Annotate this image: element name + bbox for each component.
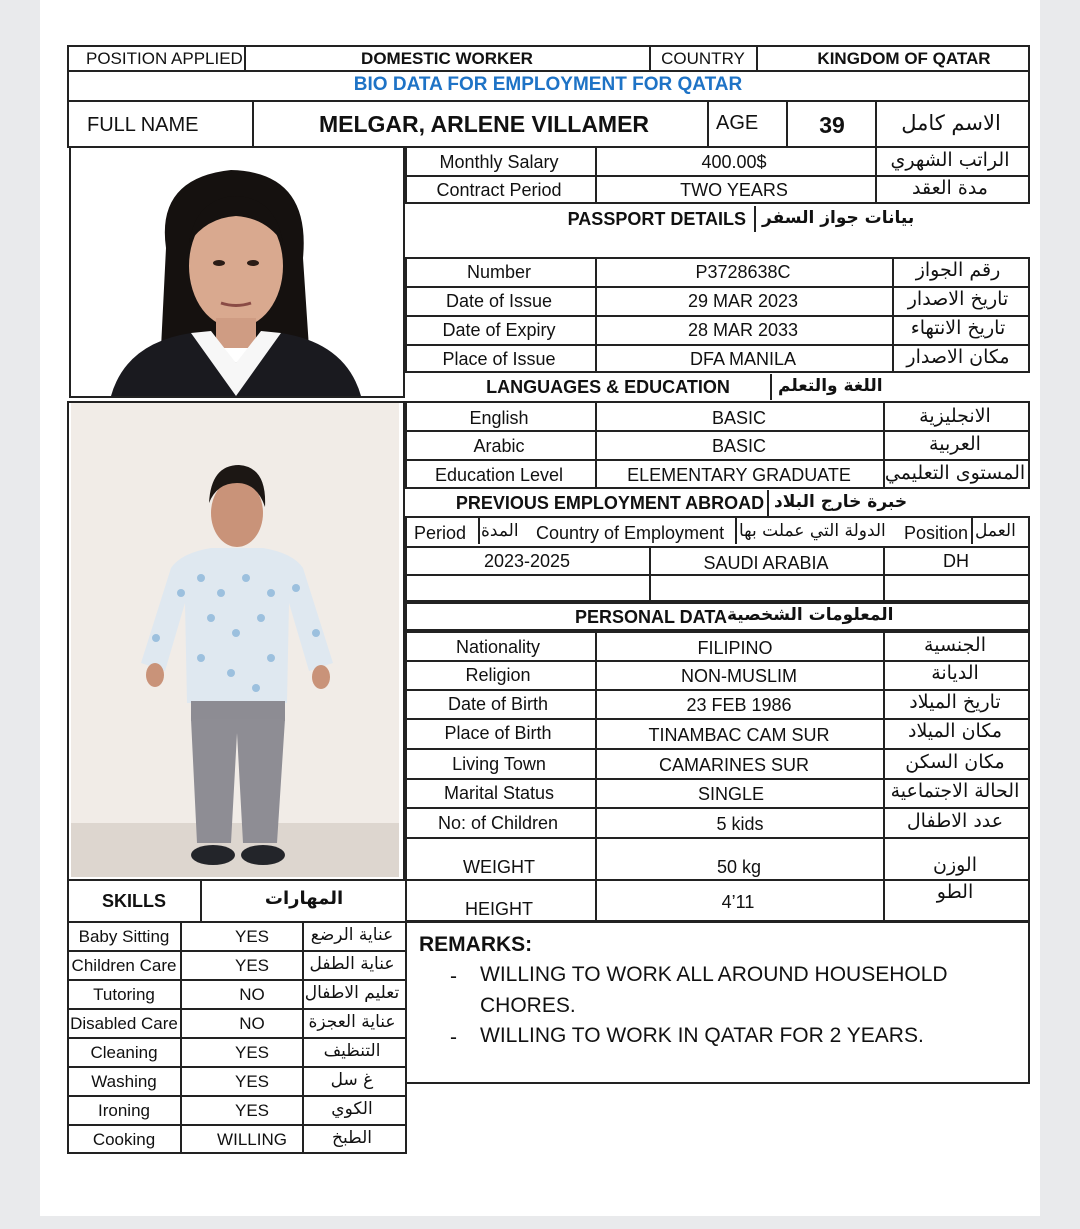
religion-label-ar: الديانة: [931, 662, 979, 684]
divider: [767, 490, 769, 516]
arabic-label-ar: العربية: [929, 433, 981, 455]
personal-heading: PERSONAL DATA: [575, 607, 728, 627]
divider: [595, 631, 597, 922]
remark-bullet: -: [450, 965, 457, 988]
divider: [67, 1008, 407, 1010]
skill-name: Baby Sitting: [78, 927, 170, 946]
divider: [875, 100, 877, 148]
divider: [302, 921, 304, 1154]
weight-value: 50 kg: [716, 857, 762, 877]
education-label-ar: المستوى التعليمي: [884, 462, 1026, 484]
arabic-label: Arabic: [473, 436, 525, 456]
passport-number-label-ar: رقم الجواز: [915, 259, 1001, 281]
dob-label-ar: تاريخ الميلاد: [909, 691, 1001, 713]
divider: [405, 574, 1030, 576]
full-name-value: MELGAR, ARLENE VILLAMER: [318, 111, 650, 137]
height-label: HEIGHT: [464, 899, 534, 919]
employment-heading: PREVIOUS EMPLOYMENT ABROAD: [455, 493, 765, 513]
skill-name-ar: عناية الطفل: [309, 954, 395, 974]
divider: [707, 100, 709, 148]
monthly-salary-label: Monthly Salary: [439, 152, 559, 172]
divider: [883, 631, 885, 922]
divider: [786, 100, 788, 148]
remark-1-line-2: CHORES.: [480, 994, 576, 1017]
divider: [200, 879, 202, 923]
birthplace-value: TINAMBAC CAM SUR: [648, 725, 830, 745]
skill-name-ar: الطبخ: [332, 1128, 372, 1148]
weight-label-ar: الوزن: [932, 854, 978, 876]
languages-heading-ar: اللغة والتعلم: [778, 376, 883, 396]
employment-position-value: DH: [943, 551, 969, 571]
skill-value: NO: [239, 985, 265, 1004]
living-town-label-ar: مكان السكن: [905, 751, 1005, 773]
birthplace-label-ar: مكان الميلاد: [907, 720, 1003, 742]
divider: [67, 950, 407, 952]
divider: [595, 146, 597, 204]
divider: [649, 45, 651, 71]
skill-name: Cooking: [92, 1130, 156, 1149]
english-value: BASIC: [711, 408, 767, 428]
languages-heading: LANGUAGES & EDUCATION: [486, 377, 730, 397]
children-label-ar: عدد الاطفال: [906, 810, 1004, 832]
education-value: ELEMENTARY GRADUATE: [627, 465, 851, 485]
full-name-label: FULL NAME: [87, 114, 199, 136]
divider: [405, 430, 1030, 432]
issue-date-label-ar: تاريخ الاصدار: [907, 288, 1009, 310]
monthly-salary-value: 400.00$: [701, 152, 767, 172]
period-header: Period: [414, 523, 467, 543]
skill-name-ar: الكوي: [331, 1099, 373, 1119]
height-label-ar: الطو: [936, 881, 974, 903]
remark-2-line-1: WILLING TO WORK IN QATAR FOR 2 YEARS.: [480, 1024, 924, 1047]
remark-bullet: -: [450, 1026, 457, 1049]
marital-status-label-ar: الحالة الاجتماعية: [890, 780, 1020, 802]
skill-name: Ironing: [98, 1101, 150, 1120]
divider: [595, 257, 597, 373]
skill-value: YES: [234, 1072, 270, 1091]
document-title: BIO DATA FOR EMPLOYMENT FOR QATAR: [353, 74, 743, 95]
expiry-date-label: Date of Expiry: [442, 320, 556, 340]
divider: [405, 459, 1030, 461]
divider: [756, 45, 758, 71]
position-applied-value: DOMESTIC WORKER: [361, 49, 533, 68]
dob-label: Date of Birth: [447, 694, 549, 714]
skill-value: YES: [234, 927, 270, 946]
expiry-date-value: 28 MAR 2033: [687, 320, 799, 340]
divider: [754, 206, 756, 232]
remark-1-line-1: WILLING TO WORK ALL AROUND HOUSEHOLD: [480, 963, 948, 986]
issue-place-label-ar: مكان الاصدار: [906, 346, 1010, 368]
country-value: KINGDOM OF QATAR: [817, 49, 991, 68]
height-value: 4’11: [721, 892, 755, 912]
full-name-label-ar: الاسم كامل: [901, 111, 1001, 135]
birthplace-label: Place of Birth: [444, 723, 552, 743]
divider: [67, 979, 407, 981]
divider: [405, 546, 1030, 548]
divider: [478, 518, 480, 544]
divider: [67, 1066, 407, 1068]
position-header: Position: [904, 523, 969, 543]
children-label: No: of Children: [437, 813, 559, 833]
passport-number-value: P3728638C: [695, 262, 791, 282]
skill-name: Cleaning: [90, 1043, 158, 1062]
passport-heading: PASSPORT DETAILS: [567, 209, 746, 229]
position-applied-label: POSITION APPLIED: [86, 49, 243, 68]
divider: [67, 1037, 407, 1039]
age-label: AGE: [716, 112, 759, 134]
divider: [770, 374, 772, 400]
divider: [244, 45, 246, 71]
marital-status-value: SINGLE: [697, 784, 765, 804]
divider: [405, 837, 1030, 839]
full-body-photo: [71, 403, 399, 877]
divider: [67, 70, 1030, 72]
divider: [405, 807, 1030, 809]
divider: [875, 146, 877, 204]
passport-heading-ar: بيانات جواز السفر: [762, 208, 915, 228]
expiry-date-label-ar: تاريخ الانتهاء: [910, 317, 1006, 339]
divider: [595, 401, 597, 489]
contract-period-label: Contract Period: [436, 180, 562, 200]
arabic-value: BASIC: [711, 436, 767, 456]
skill-value: WILLING: [217, 1130, 287, 1149]
issue-place-label: Place of Issue: [442, 349, 556, 369]
period-header-ar: المدة: [481, 521, 519, 541]
dob-value: 23 FEB 1986: [686, 695, 792, 715]
skill-name-ar: غ سل: [330, 1070, 374, 1090]
portrait-photo: [71, 148, 401, 396]
divider: [252, 100, 254, 148]
religion-label: Religion: [465, 665, 531, 685]
personal-heading-ar: المعلومات الشخصية: [727, 605, 894, 625]
passport-number-label: Number: [466, 262, 532, 282]
skill-value: NO: [239, 1014, 265, 1033]
divider: [971, 518, 973, 544]
nationality-label-ar: الجنسية: [924, 634, 986, 656]
skill-value: YES: [234, 1101, 270, 1120]
issue-date-label: Date of Issue: [445, 291, 553, 311]
country-label: COUNTRY: [661, 49, 745, 68]
marital-status-label: Marital Status: [443, 783, 555, 803]
living-town-label: Living Town: [452, 754, 546, 774]
position-header-ar: العمل: [975, 521, 1016, 541]
skill-name-ar: التنظيف: [323, 1041, 381, 1061]
living-town-value: CAMARINES SUR: [658, 755, 810, 775]
skills-heading-ar: المهارات: [264, 888, 344, 909]
country-header-ar: الدولة التي عملت بها: [739, 521, 886, 541]
weight-label: WEIGHT: [463, 857, 535, 877]
employment-country-value: SAUDI ARABIA: [703, 553, 829, 573]
employment-heading-ar: خبرة خارج البلاد: [774, 492, 908, 512]
skill-name-ar: عناية العجزة: [308, 1012, 396, 1032]
contract-period-value: TWO YEARS: [680, 180, 788, 200]
skill-name: Disabled Care: [70, 1014, 178, 1033]
skill-name: Children Care: [71, 956, 177, 975]
skill-name: Tutoring: [93, 985, 155, 1004]
skills-heading: SKILLS: [101, 891, 167, 911]
issue-place-value: DFA MANILA: [689, 349, 797, 369]
divider: [892, 257, 894, 373]
skill-value: YES: [234, 1043, 270, 1062]
skill-name-ar: عناية الرضع: [310, 925, 394, 945]
religion-value: NON-MUSLIM: [681, 666, 797, 686]
children-value: 5 kids: [716, 814, 764, 834]
monthly-salary-label-ar: الراتب الشهري: [890, 149, 1010, 171]
divider: [180, 921, 182, 1154]
skill-name: Washing: [91, 1072, 157, 1091]
education-label: Education Level: [434, 465, 564, 485]
nationality-label: Nationality: [455, 637, 541, 657]
age-value: 39: [819, 112, 845, 138]
nationality-value: FILIPINO: [697, 638, 773, 658]
divider: [649, 546, 651, 602]
issue-date-value: 29 MAR 2023: [687, 291, 799, 311]
english-label: English: [469, 408, 529, 428]
contract-period-label-ar: مدة العقد: [912, 177, 988, 199]
employment-period-value: 2023-2025: [483, 551, 571, 571]
divider: [883, 546, 885, 602]
divider: [405, 748, 1030, 750]
divider: [735, 518, 737, 544]
divider: [67, 1124, 407, 1126]
skill-value: YES: [234, 956, 270, 975]
english-label-ar: الانجليزية: [919, 405, 991, 427]
remarks-heading: REMARKS:: [419, 933, 533, 956]
country-header: Country of Employment: [536, 523, 725, 543]
skill-name-ar: تعليم الاطفال: [304, 983, 400, 1003]
divider: [67, 1095, 407, 1097]
